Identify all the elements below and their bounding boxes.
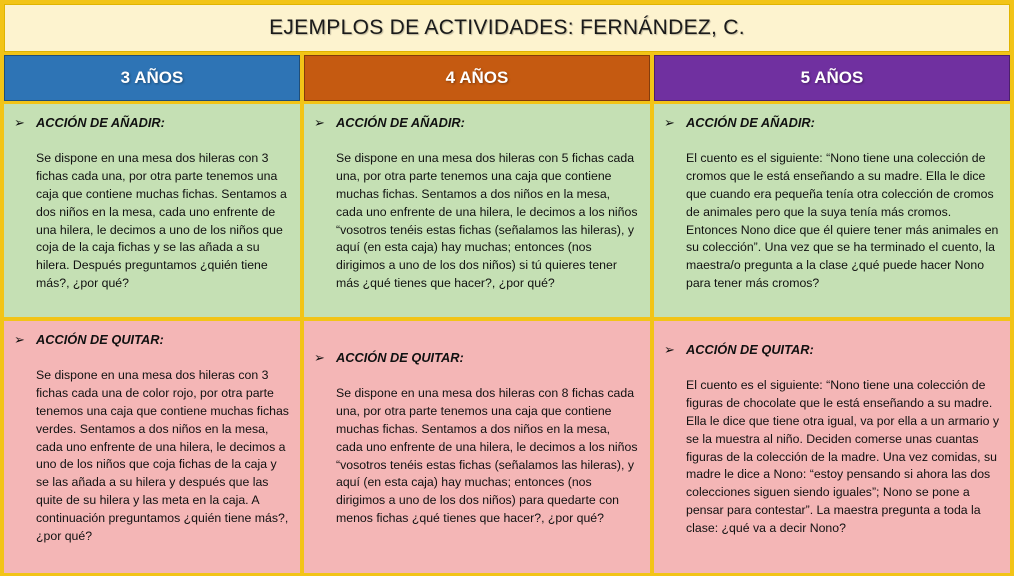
cell-heading: ACCIÓN DE AÑADIR:	[336, 115, 465, 130]
arrowhead-bullet-icon: ➢	[314, 350, 325, 365]
cell-4-years-add	[304, 104, 650, 317]
arrowhead-bullet-icon: ➢	[14, 115, 25, 130]
cell-3-years-add	[4, 104, 300, 317]
cell-text: El cuento es el siguiente: “Nono tiene una colección de cromos que le está enseñando a su madre. Ella le dice que cuando era pequeña tenía otra colección de cromos de animales pero que la suya tenía más cromos. Entonces Nono dice que él quiere tener más animales en su colección”. Una vez que se ha terminado el cuento, la maestra/o pregunta a la clase ¿qué puede hacer Nono para tener más cromos?	[686, 150, 999, 291]
arrowhead-bullet-icon: ➢	[664, 115, 675, 130]
cell-text: Se dispone en una mesa dos hileras con 5 fichas cada una, por otra parte tenemos una caja que contiene muchas fichas. Sentamos a dos niños en la mesa, cada uno enfrente de una hilera, le decimos a los niños “vosotros tenéis estas fichas (señalamos las hileras), y aquí (en esta caja) hay muchas; entonces (nos dirigimos a uno de los dos niños) si tú quieres tener más ¿qué tienes que hacer?, ¿por qué?	[336, 150, 638, 291]
column-header-3-years: 3 AÑOS	[4, 55, 300, 101]
arrowhead-bullet-icon: ➢	[314, 115, 325, 130]
cell-heading: ACCIÓN DE QUITAR:	[36, 332, 164, 347]
cell-text: Se dispone en una mesa dos hileras con 3 fichas cada una, por otra parte tenemos una caja que contiene muchas fichas. Sentamos a dos niños en la mesa, cada uno enfrente de una hilera, le decimos a uno de los niños que coja de la caja fichas y se las añada a su hilera. Después preguntamos ¿quién tiene más?, ¿por qué?	[36, 150, 287, 291]
cell-3-years-remove	[4, 321, 300, 573]
cell-5-years-add	[654, 104, 1010, 317]
arrowhead-bullet-icon: ➢	[14, 332, 25, 347]
column-header-5-years: 5 AÑOS	[654, 55, 1010, 101]
cell-text: El cuento es el siguiente: “Nono tiene una colección de figuras de chocolate que le está enseñando a su madre. Ella le dice que tiene otra igual, va por ella a un armario y se la muestra al niño. Deciden comerse unas cuantas figuras de la colección de la madre. Una vez comidas, su madre le dice a Nono: “estoy pensando si ahora las dos colecciones siguen siendo iguales”; Nono se pone a pensar para contestar”. La maestra pregunta a toda la clase: ¿qué va a decir Nono?	[686, 377, 1000, 536]
cell-text: Se dispone en una mesa dos hileras con 8 fichas cada una, por otra parte tenemos una caja que contiene muchas fichas. Sentamos a dos niños en la mesa, cada uno enfrente de una hilera, le decimos a los niños “vosotros tenéis estas fichas (señalamos las hileras), y aquí (en esta caja) hay muchas; entonces (nos dirigimos a uno de los dos niños) para quedarte con menos fichas ¿qué tienes que hacer?, ¿por qué?	[336, 385, 638, 526]
cell-text: Se dispone en una mesa dos hileras con 3 fichas cada una de color rojo, por otra parte tenemos una caja que contiene muchas fichas verdes. Sentamos a dos niños en la mesa, cada uno enfrente de una hilera, le decimos a uno de los niños que coja fichas de la caja y se las añada a su hilera y después que las quite de su hilera y las meta en la caja. A continuación preguntamos ¿quién tiene más?, ¿por qué?	[36, 367, 289, 544]
column-header-4-years: 4 AÑOS	[304, 55, 650, 101]
cell-heading: ACCIÓN DE AÑADIR:	[36, 115, 165, 130]
cell-4-years-remove	[304, 321, 650, 573]
table-title: EJEMPLOS DE ACTIVIDADES: FERNÁNDEZ, C.	[4, 4, 1010, 52]
arrowhead-bullet-icon: ➢	[664, 342, 675, 357]
cell-heading: ACCIÓN DE QUITAR:	[686, 342, 814, 357]
cell-5-years-remove	[654, 321, 1010, 573]
cell-heading: ACCIÓN DE QUITAR:	[336, 350, 464, 365]
cell-heading: ACCIÓN DE AÑADIR:	[686, 115, 815, 130]
